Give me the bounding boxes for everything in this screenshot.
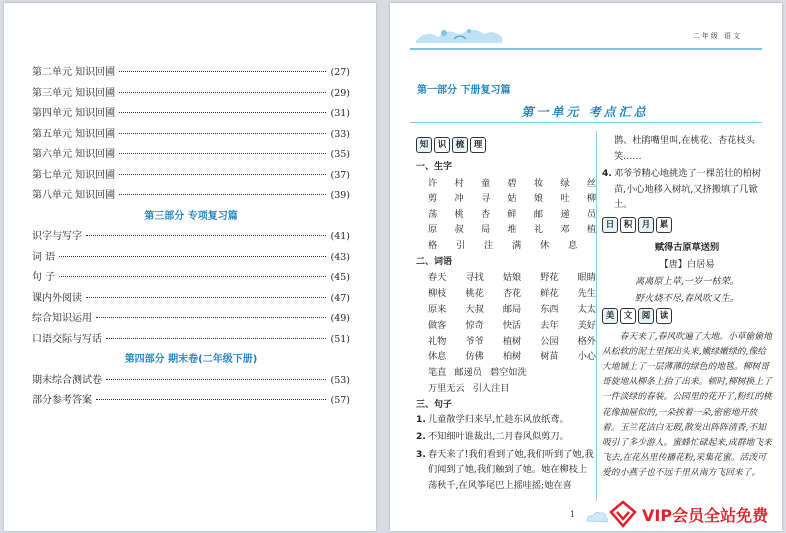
sentence-item — [416, 447, 596, 494]
word: 春天 — [428, 272, 447, 284]
toc-row-label: 句 子 — [32, 272, 56, 283]
toc-row-label: 综合知识运用 — [32, 313, 92, 324]
tag-char: 累 — [656, 217, 672, 233]
character: 村 — [454, 177, 464, 189]
vip-watermark — [608, 498, 786, 530]
toc-row — [32, 309, 350, 330]
word: 鲜花 — [540, 288, 559, 300]
word: 桃花 — [465, 288, 484, 300]
toc-leader-dots — [119, 194, 326, 195]
toc-row — [32, 330, 350, 351]
word: 小心 — [577, 351, 596, 363]
toc-leader-dots — [119, 133, 326, 134]
toc-row-page: (45) — [330, 272, 350, 283]
word: 先生 — [577, 288, 596, 300]
diamond-logo-icon — [608, 499, 638, 529]
toc-row — [32, 63, 350, 84]
word: 礼物 — [428, 335, 447, 347]
word-row — [416, 316, 596, 332]
tag-char: 读 — [656, 308, 672, 324]
character: 递 — [560, 208, 570, 220]
word: 柳枝 — [428, 288, 447, 300]
word: 寻找 — [465, 272, 484, 284]
toc-row-label: 部分参考答案 — [32, 395, 92, 406]
character-row — [416, 205, 596, 221]
toc-row-page: (27) — [330, 67, 350, 78]
word: 野花 — [540, 272, 559, 284]
toc-section-title: 第三部分 专项复习篇 — [144, 210, 238, 222]
word-row — [416, 269, 596, 285]
toc-row — [32, 391, 350, 412]
character: 冲 — [454, 193, 464, 205]
toc-leader-dots — [86, 297, 326, 298]
character: 柳 — [586, 193, 596, 205]
tag-char: 识 — [434, 137, 450, 153]
word: 眼睛 — [577, 272, 596, 284]
character: 堆 — [507, 224, 517, 236]
toc-row — [32, 166, 350, 187]
character: 原 — [428, 224, 438, 236]
character: 杏 — [480, 208, 491, 220]
sentence-item — [416, 412, 596, 428]
section-title-words: 二、词语 — [416, 256, 453, 267]
toc-row-page: (53) — [330, 374, 350, 386]
character-row — [416, 190, 596, 206]
toc-leader-dots — [119, 153, 326, 154]
tag-char: 积 — [620, 217, 636, 233]
toc-leader-dots — [119, 112, 326, 113]
sentence-number: 2. — [416, 431, 426, 443]
word: 姑娘 — [502, 272, 522, 284]
poem-line: 离离原上草,一岁一枯荣。 — [635, 275, 739, 287]
tag-char: 知 — [416, 137, 432, 153]
word: 美好 — [577, 319, 596, 331]
sentence-text: 不知细叶谁裁出,二月春风似剪刀。 — [428, 431, 569, 443]
sentence-text: 春天来了!我们看到了她,我们听到了她,我们闻到了她,我们触到了她。她在柳枝上荡秋千,在风筝尾巴上摇哇摇;她在喜 — [428, 448, 594, 491]
toc-row-label: 期末综合测试卷 — [32, 374, 102, 386]
sentence-list — [416, 412, 596, 494]
watermark-text: VIP会员全站免费 — [642, 505, 769, 525]
word: 太太 — [577, 303, 596, 315]
tag-char: 日 — [602, 217, 618, 233]
toc-row-label: 第六单元 知识回圃 — [32, 149, 116, 160]
character: 休 — [540, 239, 550, 251]
word: 邮递员 — [454, 367, 482, 379]
toc-row — [32, 248, 350, 269]
toc-row-label: 第七单元 知识回圃 — [32, 169, 116, 181]
tag-beautiful-reading — [602, 308, 772, 324]
right-column — [602, 133, 772, 482]
toc-row — [32, 186, 350, 207]
toc-row-label: 课内外阅读 — [32, 292, 82, 304]
toc-row-label: 第三单元 知识回圃 — [32, 87, 116, 99]
character: 植 — [586, 224, 596, 236]
toc-row-page: (29) — [330, 87, 350, 99]
character: 局 — [480, 224, 491, 236]
word: 休息 — [428, 351, 447, 363]
toc-row-page: (35) — [330, 149, 350, 160]
table-of-contents — [32, 63, 350, 412]
page-header — [400, 23, 772, 49]
reading-passage: 春天来了,春风吹遍了大地。小草偷偷地从松软的泥土里探出头来,嫩绿嫩绿的,像给大地铺上了一层薄薄的绿色的地毯。柳树哥哥旋地从柳条上抬了出来。顿时,柳树换上了一件淡绿的春装。公园里的花开了,粉红的桃花像抽屉似的,一朵挨着一朵,密密地开放着。玉兰花洁白无瑕,散发出阵阵清香,不知吸引了多少游人。蜜蜂忙碌起来,成群地飞来飞去,在花丛里传播花粉,采集花蜜。活泼可爱的小燕子也不远千里从南方飞回来了。 — [602, 331, 772, 479]
word-row — [416, 332, 596, 348]
footer-cloud-icon — [584, 509, 610, 525]
toc-leader-dots — [119, 71, 326, 72]
toc-row-label: 词 语 — [32, 251, 56, 263]
tag-char: 理 — [470, 137, 486, 153]
character: 满 — [512, 239, 522, 251]
toc-leader-dots — [96, 317, 326, 318]
unit-title-underline — [410, 122, 762, 123]
sentence-item — [416, 429, 596, 445]
word-row — [416, 300, 596, 316]
right-page — [390, 3, 782, 531]
character: 格 — [428, 239, 438, 251]
toc-row-page: (41) — [330, 231, 350, 242]
sentence-number: 1. — [416, 413, 426, 425]
toc-row-label: 第四单元 知识回圃 — [32, 108, 116, 119]
toc-row-page: (47) — [330, 292, 350, 304]
left-page — [4, 3, 376, 531]
toc-row-page: (33) — [330, 128, 350, 140]
word-row — [416, 363, 596, 379]
tag-knowledge-review — [416, 137, 596, 153]
toc-row-page: (39) — [330, 190, 350, 201]
word-grid — [416, 269, 596, 395]
word: 格外 — [577, 335, 596, 347]
character: 注 — [484, 239, 494, 251]
part-title: 第一部分 下册复习篇 — [417, 85, 511, 96]
word: 万里无云 — [428, 382, 465, 394]
tag-char: 阅 — [638, 308, 654, 324]
header-grade-subject: 二年级 语文 — [692, 32, 742, 40]
left-column — [416, 133, 596, 495]
character: 童 — [480, 177, 491, 189]
character: 丝 — [586, 177, 596, 189]
word: 引人注目 — [472, 382, 510, 394]
toc-row-label: 识字与写字 — [32, 231, 82, 242]
character-row — [416, 236, 596, 252]
toc-leader-dots — [119, 92, 326, 93]
character: 桃 — [454, 208, 464, 220]
toc-leader-dots — [106, 379, 326, 380]
section-title-sentences: 三、句子 — [416, 399, 453, 410]
toc-row — [32, 268, 350, 289]
toc-row-label: 口语交际与写话 — [32, 333, 102, 345]
word: 做客 — [428, 319, 447, 331]
character-row — [416, 221, 596, 237]
word: 杏花 — [502, 288, 522, 300]
word: 去年 — [540, 319, 559, 331]
character: 引 — [456, 239, 466, 251]
word-row — [416, 379, 596, 395]
toc-row — [32, 145, 350, 166]
character: 叔 — [454, 224, 464, 236]
tag-char: 梳 — [452, 137, 468, 153]
word-row — [416, 284, 596, 300]
word: 惊奇 — [465, 319, 484, 331]
character: 吐 — [560, 193, 570, 205]
tag-char: 美 — [602, 308, 618, 324]
poem-line: 野火烧不尽,春风吹又生。 — [635, 292, 739, 304]
poem-author: 【唐】白居易 — [659, 258, 715, 270]
character: 寻 — [480, 193, 491, 205]
toc-leader-dots — [59, 256, 326, 257]
toc-row-label: 第五单元 知识回圃 — [32, 128, 116, 140]
poem-lines — [602, 273, 772, 304]
unit-title: 第一单元 考点汇总 — [521, 105, 649, 119]
toc-row-label: 第二单元 知识回圃 — [32, 67, 116, 78]
toc-row — [32, 125, 350, 146]
sentence-number: 3. — [416, 448, 426, 460]
toc-row-page: (57) — [330, 395, 350, 406]
toc-row-page: (49) — [330, 313, 350, 324]
character-grid — [416, 174, 596, 252]
sentence-text: 儿童散学归来早,忙趁东风放纸鸢。 — [428, 413, 569, 425]
toc-row-page: (37) — [330, 169, 350, 181]
character: 礼 — [533, 224, 544, 236]
character-row — [416, 174, 596, 190]
toc-row-label: 第八单元 知识回圃 — [32, 190, 116, 201]
toc-leader-dots — [106, 338, 326, 339]
word: 快活 — [502, 319, 522, 331]
word: 树苗 — [540, 351, 559, 363]
word: 柏树 — [502, 351, 522, 363]
toc-row — [32, 289, 350, 310]
word: 原来 — [428, 303, 447, 315]
toc-leader-dots — [119, 174, 326, 175]
character: 碧 — [507, 177, 517, 189]
page-number: 1 — [570, 510, 576, 519]
character: 绿 — [560, 177, 570, 189]
character: 鲜 — [507, 208, 517, 220]
header-decoration-icon — [414, 25, 504, 47]
character: 许 — [428, 177, 438, 189]
toc-row — [32, 84, 350, 105]
toc-leader-dots — [96, 399, 326, 400]
character: 剪 — [428, 193, 438, 205]
character: 姑 — [507, 193, 517, 205]
toc-row — [32, 104, 350, 125]
word: 植树 — [502, 335, 522, 347]
toc-row — [32, 371, 350, 392]
word: 爷爷 — [465, 335, 484, 347]
word: 东西 — [540, 303, 559, 315]
header-line — [410, 48, 762, 50]
word: 邮局 — [502, 303, 522, 315]
character: 荡 — [428, 208, 438, 220]
toc-leader-dots — [59, 276, 326, 277]
word: 笔直 — [428, 367, 447, 379]
sentence-continuation: 鹊、杜鹃嘴里叫,在桃花、杏花枝头笑…… — [614, 135, 755, 162]
word: 仿佛 — [465, 351, 484, 363]
character: 员 — [586, 208, 596, 220]
poem-title: 赋得古原草送别 — [654, 241, 720, 253]
sentence-item: 4. 邓爷爷精心地挑选了一棵茁壮的柏树苗,小心地移入树坑,又挤搬填了几锨土。 — [602, 168, 761, 210]
character: 邓 — [560, 224, 570, 236]
toc-row — [32, 227, 350, 248]
tag-char: 月 — [638, 217, 654, 233]
toc-leader-dots — [86, 235, 326, 236]
tag-daily-accumulation — [602, 217, 772, 233]
character: 娘 — [533, 193, 544, 205]
toc-row-page: (51) — [330, 333, 350, 345]
toc-row-page: (31) — [330, 108, 350, 119]
toc-section-title: 第四部分 期末卷(二年级下册) — [124, 354, 258, 365]
word: 碧空如洗 — [489, 367, 527, 379]
word-row — [416, 347, 596, 363]
tag-char: 文 — [620, 308, 636, 324]
toc-row-page: (43) — [330, 251, 350, 263]
section-title-characters: 一、生字 — [416, 162, 453, 172]
word: 大叔 — [465, 303, 484, 315]
word: 公园 — [540, 335, 559, 347]
character: 息 — [568, 239, 578, 251]
column-divider — [596, 131, 597, 501]
character: 邮 — [533, 208, 544, 220]
character: 妆 — [533, 177, 544, 189]
